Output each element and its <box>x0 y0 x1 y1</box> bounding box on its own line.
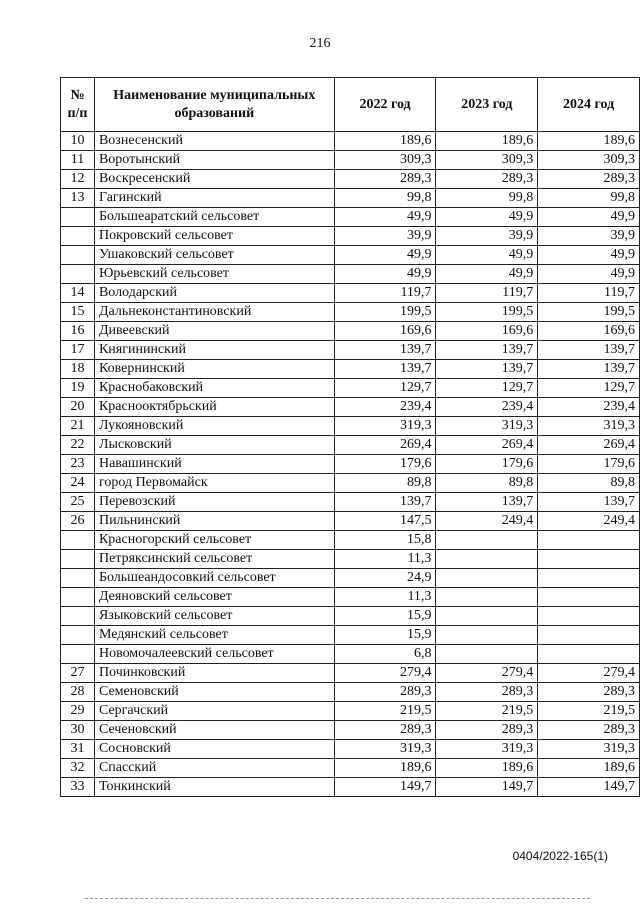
value-2022: 15,9 <box>334 626 436 645</box>
table-row <box>61 512 640 531</box>
table-row <box>61 398 640 417</box>
table-row <box>61 246 640 265</box>
table-row <box>61 607 640 626</box>
municipality-name: Сосновский <box>94 740 334 759</box>
data-table <box>60 77 640 797</box>
value-2024: 239,4 <box>538 398 640 417</box>
table-row <box>61 702 640 721</box>
value-2022: 289,3 <box>334 170 436 189</box>
value-2023: 289,3 <box>436 683 538 702</box>
value-2022: 279,4 <box>334 664 436 683</box>
value-2022: 11,3 <box>334 588 436 607</box>
table-row <box>61 132 640 151</box>
table-row <box>61 189 640 208</box>
row-number: 14 <box>61 284 95 303</box>
value-2024: 179,6 <box>538 455 640 474</box>
value-2024: 139,7 <box>538 493 640 512</box>
value-2022: 189,6 <box>334 132 436 151</box>
value-2023: 169,6 <box>436 322 538 341</box>
value-2024: 139,7 <box>538 360 640 379</box>
document-code: 0404/2022-165(1) <box>512 849 608 863</box>
municipality-name: Гагинский <box>94 189 334 208</box>
value-2023: 179,6 <box>436 455 538 474</box>
value-2022: 39,9 <box>334 227 436 246</box>
municipality-name: Сергачский <box>94 702 334 721</box>
value-2022: 319,3 <box>334 417 436 436</box>
table-row <box>61 265 640 284</box>
row-number: 18 <box>61 360 95 379</box>
value-2022: 139,7 <box>334 341 436 360</box>
value-2022: 189,6 <box>334 759 436 778</box>
header-num: № п/п <box>61 78 95 132</box>
row-number: 11 <box>61 151 95 170</box>
value-2024 <box>538 645 640 664</box>
table-row <box>61 683 640 702</box>
value-2024: 49,9 <box>538 265 640 284</box>
municipality-name: Юрьевский сельсовет <box>94 265 334 284</box>
value-2024: 49,9 <box>538 208 640 227</box>
table-row <box>61 208 640 227</box>
municipality-name: Пильнинский <box>94 512 334 531</box>
row-number: 23 <box>61 455 95 474</box>
table-row <box>61 151 640 170</box>
municipality-name: город Первомайск <box>94 474 334 493</box>
value-2023 <box>436 569 538 588</box>
value-2023: 249,4 <box>436 512 538 531</box>
value-2022: 24,9 <box>334 569 436 588</box>
municipality-name: Медянский сельсовет <box>94 626 334 645</box>
row-number <box>61 607 95 626</box>
table-row <box>61 227 640 246</box>
value-2024 <box>538 607 640 626</box>
value-2022: 129,7 <box>334 379 436 398</box>
row-number <box>61 588 95 607</box>
value-2023: 139,7 <box>436 360 538 379</box>
value-2024 <box>538 626 640 645</box>
municipality-name: Навашинский <box>94 455 334 474</box>
value-2022: 149,7 <box>334 778 436 797</box>
value-2023: 289,3 <box>436 170 538 189</box>
value-2023: 199,5 <box>436 303 538 322</box>
value-2023: 219,5 <box>436 702 538 721</box>
table-row <box>61 531 640 550</box>
header-2023: 2023 год <box>436 78 538 132</box>
row-number <box>61 531 95 550</box>
table-row <box>61 474 640 493</box>
municipality-name: Лукояновский <box>94 417 334 436</box>
value-2023 <box>436 645 538 664</box>
row-number: 20 <box>61 398 95 417</box>
row-number: 29 <box>61 702 95 721</box>
value-2022: 269,4 <box>334 436 436 455</box>
value-2023: 319,3 <box>436 417 538 436</box>
value-2023 <box>436 607 538 626</box>
row-number <box>61 569 95 588</box>
value-2023 <box>436 531 538 550</box>
value-2022: 15,9 <box>334 607 436 626</box>
value-2024: 89,8 <box>538 474 640 493</box>
row-number <box>61 265 95 284</box>
value-2023: 49,9 <box>436 246 538 265</box>
value-2024: 119,7 <box>538 284 640 303</box>
table-row <box>61 379 640 398</box>
value-2023: 89,8 <box>436 474 538 493</box>
value-2022: 49,9 <box>334 208 436 227</box>
value-2023: 99,8 <box>436 189 538 208</box>
value-2023: 189,6 <box>436 759 538 778</box>
value-2022: 219,5 <box>334 702 436 721</box>
value-2024: 289,3 <box>538 170 640 189</box>
municipality-name: Деяновский сельсовет <box>94 588 334 607</box>
value-2022: 147,5 <box>334 512 436 531</box>
municipality-name: Ковернинский <box>94 360 334 379</box>
row-number <box>61 550 95 569</box>
value-2024: 309,3 <box>538 151 640 170</box>
value-2023: 239,4 <box>436 398 538 417</box>
table-row <box>61 759 640 778</box>
municipality-name: Покровский сельсовет <box>94 227 334 246</box>
value-2024: 319,3 <box>538 740 640 759</box>
page-number: 216 <box>309 36 331 51</box>
municipality-name: Лысковский <box>94 436 334 455</box>
header-row <box>61 78 640 132</box>
municipality-name: Тонкинский <box>94 778 334 797</box>
municipality-name: Воротынский <box>94 151 334 170</box>
row-number: 24 <box>61 474 95 493</box>
value-2023: 279,4 <box>436 664 538 683</box>
table-body <box>61 132 640 797</box>
table-row <box>61 550 640 569</box>
table-row <box>61 664 640 683</box>
value-2024: 49,9 <box>538 246 640 265</box>
row-number <box>61 227 95 246</box>
table-row <box>61 417 640 436</box>
value-2022: 11,3 <box>334 550 436 569</box>
municipality-name: Перевозский <box>94 493 334 512</box>
value-2024: 279,4 <box>538 664 640 683</box>
value-2023: 149,7 <box>436 778 538 797</box>
table-row <box>61 778 640 797</box>
municipality-name: Сеченовский <box>94 721 334 740</box>
value-2022: 289,3 <box>334 721 436 740</box>
value-2024: 169,6 <box>538 322 640 341</box>
value-2022: 15,8 <box>334 531 436 550</box>
table-row <box>61 645 640 664</box>
header-2024: 2024 год <box>538 78 640 132</box>
value-2024: 99,8 <box>538 189 640 208</box>
municipality-name: Краснобаковский <box>94 379 334 398</box>
municipality-name: Воскресенский <box>94 170 334 189</box>
row-number <box>61 645 95 664</box>
municipality-name: Семеновский <box>94 683 334 702</box>
value-2022: 6,8 <box>334 645 436 664</box>
value-2022: 139,7 <box>334 360 436 379</box>
table-row <box>61 721 640 740</box>
value-2024: 189,6 <box>538 759 640 778</box>
header-name: Наименование муниципальных образований <box>94 78 334 132</box>
value-2022: 49,9 <box>334 246 436 265</box>
value-2023: 129,7 <box>436 379 538 398</box>
value-2024: 269,4 <box>538 436 640 455</box>
value-2022: 169,6 <box>334 322 436 341</box>
row-number: 22 <box>61 436 95 455</box>
header-2022: 2022 год <box>334 78 436 132</box>
bottom-rule <box>85 898 590 899</box>
row-number: 28 <box>61 683 95 702</box>
table-row <box>61 322 640 341</box>
value-2023: 189,6 <box>436 132 538 151</box>
value-2023: 309,3 <box>436 151 538 170</box>
row-number: 32 <box>61 759 95 778</box>
table-row <box>61 493 640 512</box>
municipality-name: Большеандосовкий сельсовет <box>94 569 334 588</box>
municipality-name: Вознесенский <box>94 132 334 151</box>
municipality-name: Княгининский <box>94 341 334 360</box>
value-2023: 289,3 <box>436 721 538 740</box>
value-2024 <box>538 531 640 550</box>
value-2023: 49,9 <box>436 265 538 284</box>
municipality-name: Ушаковский сельсовет <box>94 246 334 265</box>
table-row <box>61 588 640 607</box>
value-2024: 199,5 <box>538 303 640 322</box>
row-number: 15 <box>61 303 95 322</box>
value-2024: 139,7 <box>538 341 640 360</box>
row-number: 13 <box>61 189 95 208</box>
value-2023: 119,7 <box>436 284 538 303</box>
value-2022: 179,6 <box>334 455 436 474</box>
value-2022: 99,8 <box>334 189 436 208</box>
value-2024: 149,7 <box>538 778 640 797</box>
value-2023: 39,9 <box>436 227 538 246</box>
value-2023 <box>436 588 538 607</box>
value-2023: 139,7 <box>436 493 538 512</box>
value-2022: 199,5 <box>334 303 436 322</box>
municipality-name: Дивеевский <box>94 322 334 341</box>
value-2023: 319,3 <box>436 740 538 759</box>
row-number: 17 <box>61 341 95 360</box>
table-row <box>61 436 640 455</box>
row-number: 12 <box>61 170 95 189</box>
municipality-name: Краснооктябрьский <box>94 398 334 417</box>
value-2023: 269,4 <box>436 436 538 455</box>
value-2022: 49,9 <box>334 265 436 284</box>
value-2024: 289,3 <box>538 683 640 702</box>
municipality-name: Красногорский сельсовет <box>94 531 334 550</box>
value-2024 <box>538 588 640 607</box>
table-row <box>61 626 640 645</box>
table-row <box>61 303 640 322</box>
row-number <box>61 626 95 645</box>
table-row <box>61 455 640 474</box>
row-number: 10 <box>61 132 95 151</box>
municipality-name: Новомочалеевский сельсовет <box>94 645 334 664</box>
value-2024: 319,3 <box>538 417 640 436</box>
value-2024: 189,6 <box>538 132 640 151</box>
table-row <box>61 341 640 360</box>
municipality-name: Володарский <box>94 284 334 303</box>
municipality-name: Дальнеконстантиновский <box>94 303 334 322</box>
value-2024: 289,3 <box>538 721 640 740</box>
municipality-name: Починковский <box>94 664 334 683</box>
value-2023 <box>436 550 538 569</box>
row-number: 16 <box>61 322 95 341</box>
value-2022: 319,3 <box>334 740 436 759</box>
value-2022: 119,7 <box>334 284 436 303</box>
row-number: 26 <box>61 512 95 531</box>
value-2024: 219,5 <box>538 702 640 721</box>
value-2024 <box>538 550 640 569</box>
row-number: 33 <box>61 778 95 797</box>
table-row <box>61 284 640 303</box>
row-number: 21 <box>61 417 95 436</box>
municipality-name: Языковский сельсовет <box>94 607 334 626</box>
value-2022: 309,3 <box>334 151 436 170</box>
value-2022: 289,3 <box>334 683 436 702</box>
row-number: 27 <box>61 664 95 683</box>
municipality-name: Петряксинский сельсовет <box>94 550 334 569</box>
row-number: 30 <box>61 721 95 740</box>
table-row <box>61 360 640 379</box>
value-2024: 39,9 <box>538 227 640 246</box>
row-number <box>61 208 95 227</box>
value-2022: 139,7 <box>334 493 436 512</box>
table-row <box>61 740 640 759</box>
value-2022: 89,8 <box>334 474 436 493</box>
value-2022: 239,4 <box>334 398 436 417</box>
row-number: 25 <box>61 493 95 512</box>
table-row <box>61 569 640 588</box>
value-2024: 249,4 <box>538 512 640 531</box>
row-number: 31 <box>61 740 95 759</box>
value-2024 <box>538 569 640 588</box>
table-row <box>61 170 640 189</box>
municipality-name: Спасский <box>94 759 334 778</box>
row-number <box>61 246 95 265</box>
value-2023 <box>436 626 538 645</box>
row-number: 19 <box>61 379 95 398</box>
value-2023: 139,7 <box>436 341 538 360</box>
value-2024: 129,7 <box>538 379 640 398</box>
municipality-name: Большеаратский сельсовет <box>94 208 334 227</box>
value-2023: 49,9 <box>436 208 538 227</box>
